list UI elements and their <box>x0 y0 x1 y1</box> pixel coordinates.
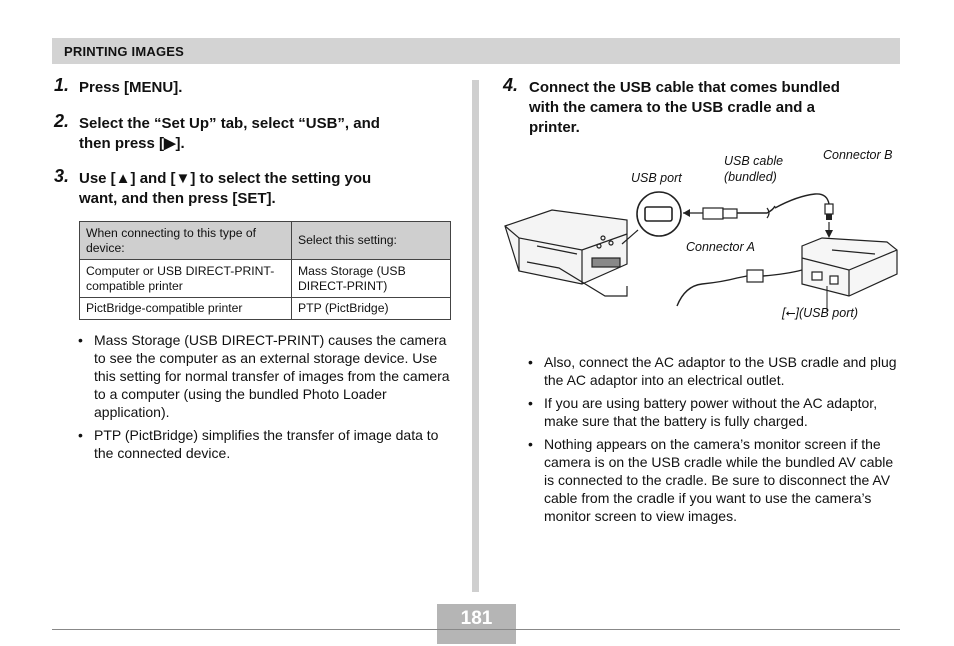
left-notes-list <box>78 331 454 467</box>
step-4-line-1: Connect the USB cable that comes bundled <box>529 79 840 96</box>
usb-symbol-bracket-open: [ <box>782 306 786 320</box>
list-item: • Also, connect the AC adaptor to the USB cradle and plug the AC adaptor into an electrical outlet. <box>528 353 900 389</box>
usb-cable-bundled-label: (bundled) <box>724 170 777 184</box>
list-item: • Mass Storage (USB DIRECT-PRINT) causes the camera to see the computer as an external storage device. Use this setting for normal transfer of images from the camera to a computer (using the bundled Photo Loader application). <box>78 331 454 421</box>
cradle-usb-port-label <box>782 306 858 321</box>
list-item: • Nothing appears on the camera’s monitor screen if the camera is on the USB cradle while the bundled AV cable is connected to the cradle. Be sure to disconnect the AV cable from the cradle if you want to use the camera’s monitor screen to view images. <box>528 435 900 525</box>
table-row <box>80 260 451 298</box>
step-4-number: 4. <box>503 75 519 95</box>
table-row <box>80 298 451 320</box>
step-1-number: 1. <box>54 75 70 95</box>
step-2-line-1: Select the “Set Up” tab, select “USB”, and <box>79 115 380 132</box>
step-3-line-1: Use [▲] and [▼] to select the setting you <box>79 170 372 187</box>
usb-port-icon <box>645 207 672 221</box>
usb-settings-table <box>79 221 451 320</box>
list-item: • PTP (PictBridge) simplifies the transfer of image data to the connected device. <box>78 426 454 462</box>
printer-illustration <box>505 210 627 296</box>
list-item: • If you are using battery power without the AC adaptor, make sure that the battery is fully charged. <box>528 394 900 430</box>
diagram-drawing <box>497 146 907 326</box>
step-2-line-2: then press [▶]. <box>79 135 185 152</box>
section-header-bar <box>52 38 900 64</box>
table-cell: Computer or USB DIRECT-PRINT-compatible printer <box>80 260 292 298</box>
footer-rule <box>52 629 900 630</box>
connector-a-plug <box>703 206 775 219</box>
table-header-row <box>80 222 451 260</box>
table-cell: PictBridge-compatible printer <box>80 298 292 320</box>
usb-port-label: USB port <box>631 171 682 185</box>
page-number: 181 <box>437 604 516 644</box>
step-4-text <box>529 78 840 138</box>
connector-a-label: Connector A <box>686 240 756 254</box>
column-divider <box>472 80 479 592</box>
usb-connection-diagram <box>497 146 907 326</box>
connector-b-plug <box>825 204 833 220</box>
step-3-number: 3. <box>54 166 70 186</box>
step-2-number: 2. <box>54 111 70 131</box>
section-title: PRINTING IMAGES <box>64 44 185 59</box>
step-4-line-3: printer. <box>529 119 580 136</box>
step-1-text: Press [MENU]. <box>79 79 183 96</box>
usb-symbol-icon: ⭠ <box>785 306 796 320</box>
usb-cradle-illustration <box>802 238 897 296</box>
table-header-device: When connecting to this type of device: <box>80 222 292 260</box>
step-3-line-2: want, and then press [SET]. <box>79 190 276 207</box>
table-cell: PTP (PictBridge) <box>292 298 451 320</box>
connector-b-label: Connector B <box>823 148 893 162</box>
usb-port-caption: ](USB port) <box>795 306 859 320</box>
step-2-text <box>79 114 380 154</box>
usb-cable-label: USB cable <box>724 154 784 168</box>
right-notes-list <box>528 353 900 530</box>
table-cell: Mass Storage (USB DIRECT-PRINT) <box>292 260 451 298</box>
step-3-text <box>79 169 371 209</box>
table-header-setting: Select this setting: <box>292 222 451 260</box>
step-4-line-2: with the camera to the USB cradle and a <box>529 99 815 116</box>
